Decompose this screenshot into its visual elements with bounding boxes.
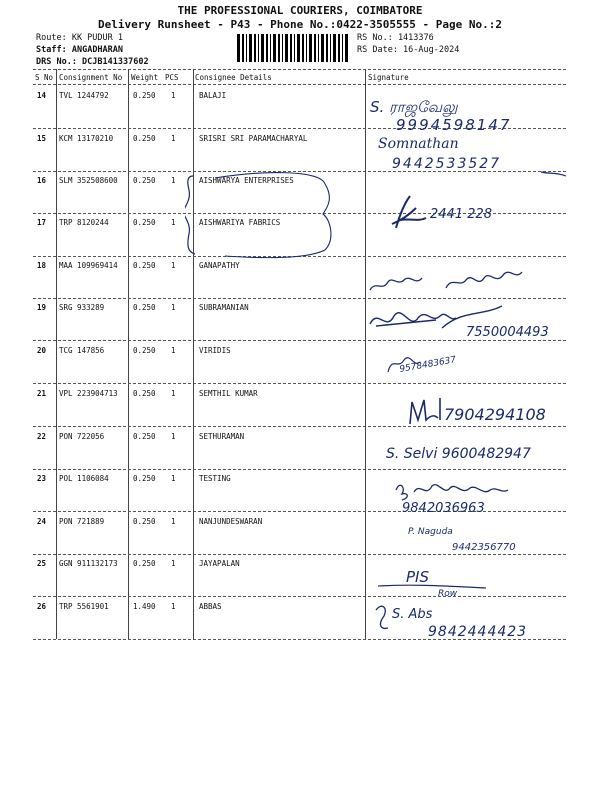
signature-row-21: [366, 390, 556, 426]
cell-pcs: 1: [171, 389, 176, 398]
cell-pcs: 1: [171, 517, 176, 526]
cell-sno: 26: [37, 602, 47, 611]
cell-weight: 0.250: [133, 389, 156, 398]
cell-consignment-no: SRG 933289: [59, 303, 105, 312]
barcode-bar: [314, 34, 316, 62]
col-header-pcs: PCS: [165, 73, 179, 82]
cell-pcs: 1: [171, 261, 176, 270]
cell-weight: 0.250: [133, 134, 156, 143]
barcode-graphic: [236, 34, 348, 62]
cell-pcs: 1: [171, 346, 176, 355]
cell-consignment-no: TRP 5561901: [59, 602, 109, 611]
cell-consignment-no: KCM 13170210: [59, 134, 114, 143]
barcode-bar: [290, 34, 292, 62]
cell-sno: 15: [37, 134, 47, 143]
cell-consignment-no: TVL 1244792: [59, 91, 109, 100]
barcode-bar: [330, 34, 331, 62]
handwriting-row-18: [366, 262, 556, 302]
barcode-bar: [258, 34, 259, 62]
barcode-bar: [282, 34, 283, 62]
signature-row-15: [366, 134, 556, 170]
cell-weight: 0.250: [133, 346, 156, 355]
barcode-bar: [318, 34, 319, 62]
cell-consignment-no: PON 721889: [59, 517, 105, 526]
cell-consignee: SRISRI SRI PARAMACHARYAL: [199, 134, 308, 143]
handwriting-row-16-17: [366, 190, 556, 240]
cell-pcs: 1: [171, 303, 176, 312]
cell-weight: 0.250: [133, 176, 156, 185]
cell-weight: 1.490: [133, 602, 156, 611]
cell-weight: 0.250: [133, 517, 156, 526]
cell-consignment-no: SLM 352508600: [59, 176, 118, 185]
barcode-bar: [306, 34, 307, 62]
barcode-bar: [297, 34, 300, 62]
staff-name: ANGADHARAN: [71, 45, 124, 55]
col-header-sno: S No: [35, 73, 54, 82]
cell-weight: 0.250: [133, 261, 156, 270]
handwritten-brace: [185, 170, 345, 260]
cell-consignee: SUBRAMANIAN: [199, 303, 249, 312]
signature-row-25: [366, 564, 556, 600]
barcode-bar: [254, 34, 256, 62]
cell-sno: 20: [37, 346, 47, 355]
handwriting-phone: 7550004493: [466, 325, 549, 340]
cell-sno: 21: [37, 389, 47, 398]
cell-pcs: 1: [171, 432, 176, 441]
barcode-bar: [246, 34, 247, 62]
barcode-bar: [242, 34, 244, 62]
signature-row-14: [366, 96, 556, 132]
col-header-signature: Signature: [368, 73, 409, 82]
barcode-bar: [278, 34, 280, 62]
rs-number: RS No.: 1413376: [357, 33, 434, 43]
handwriting-row-15: [366, 134, 566, 178]
staff-label: Staff:: [36, 45, 67, 55]
company-title: THE PROFESSIONAL COURIERS, COIMBATORE: [177, 4, 423, 17]
handwriting-row-14: [366, 96, 556, 136]
cell-weight: 0.250: [133, 474, 156, 483]
row-divider: [33, 383, 566, 384]
drs-number: DRS No.: DCJB141337602: [36, 57, 149, 67]
signature-row-20: [366, 342, 556, 378]
route-text: Route: KK PUDUR 1: [36, 33, 123, 43]
cell-consignee: GANAPATHY: [199, 261, 240, 270]
cell-pcs: 1: [171, 134, 176, 143]
handwriting-row-26: [366, 600, 556, 644]
handwriting-number: 2441 228: [430, 207, 493, 222]
barcode-bar: [249, 34, 252, 62]
handwriting-name: S. ராஜவேலு: [370, 98, 458, 116]
barcode-bar: [237, 34, 240, 62]
cell-pcs: 1: [171, 91, 176, 100]
signature-row-23: [366, 474, 556, 516]
cell-pcs: 1: [171, 218, 176, 227]
handwriting-row-20: [366, 342, 556, 382]
handwriting-phone: 7904294108: [444, 405, 546, 424]
barcode-bar: [294, 34, 295, 62]
cell-pcs: 1: [171, 559, 176, 568]
handwriting-phone: 9442356770: [452, 542, 516, 553]
cell-consignee: AISHWARIYA FABRICS: [199, 218, 281, 227]
handwriting-initials: PIS: [406, 568, 429, 586]
signature-row-18: [366, 262, 556, 298]
barcode-bar: [338, 34, 340, 62]
col-header-consignment: Consignment No: [59, 73, 123, 82]
cell-weight: 0.250: [133, 218, 156, 227]
cell-consignment-no: PON 722056: [59, 432, 105, 441]
barcode-bar: [273, 34, 276, 62]
handwriting-phone: 9842444423: [428, 624, 528, 640]
cell-sno: 24: [37, 517, 47, 526]
handwriting-name-phone: S. Selvi 9600482947: [386, 446, 531, 462]
rs-date: RS Date: 16-Aug-2024: [357, 45, 460, 55]
signature-row-16-17: [366, 190, 556, 226]
cell-weight: 0.250: [133, 432, 156, 441]
signature-row-22: [366, 436, 556, 472]
handwriting-phone: 9442533527: [392, 156, 502, 172]
handwriting-row-21: [366, 390, 556, 434]
cell-consignee: NANJUNDESWARAN: [199, 517, 263, 526]
header-bottom-border: [33, 84, 566, 85]
document-title: [0, 4, 600, 32]
handwriting-note: Row: [438, 589, 458, 599]
handwriting-row-24: [366, 520, 556, 560]
cell-consignee: JAYAPALAN: [199, 559, 240, 568]
cell-consignee: SEMTHIL KUMAR: [199, 389, 258, 398]
cell-sno: 16: [37, 176, 47, 185]
cell-consignee: TESTING: [199, 474, 231, 483]
cell-consignee: AISHWARYA ENTERPRISES: [199, 176, 294, 185]
handwriting-phone: 9578483637: [398, 355, 457, 375]
cell-sno: 22: [37, 432, 47, 441]
signature-row-19: [366, 300, 556, 340]
cell-weight: 0.250: [133, 303, 156, 312]
cell-sno: 23: [37, 474, 47, 483]
cell-sno: 17: [37, 218, 47, 227]
cell-consignment-no: GGN 911132173: [59, 559, 118, 568]
col-header-weight: Weight: [131, 73, 159, 82]
table-top-border: [33, 69, 566, 70]
barcode-bar: [333, 34, 336, 62]
cell-sno: 18: [37, 261, 47, 270]
handwriting-phone: 9842036963: [402, 501, 485, 516]
cell-sno: 14: [37, 91, 47, 100]
cell-consignment-no: TRP 8120244: [59, 218, 109, 227]
cell-pcs: 1: [171, 474, 176, 483]
cell-weight: 0.250: [133, 559, 156, 568]
header-left: [36, 32, 149, 68]
handwriting-name: S. Abs: [392, 607, 433, 622]
cell-weight: 0.250: [133, 91, 156, 100]
cell-consignee: BALAJI: [199, 91, 227, 100]
barcode-bar: [342, 34, 343, 62]
cell-consignee: SETHURAMAN: [199, 432, 245, 441]
cell-sno: 19: [37, 303, 47, 312]
cell-sno: 25: [37, 559, 47, 568]
cell-consignment-no: POL 1106084: [59, 474, 109, 483]
handwriting-phone: 9994598147: [396, 116, 512, 134]
barcode-bar: [261, 34, 264, 62]
signature-row-24: [366, 520, 556, 556]
barcode-bar: [326, 34, 328, 62]
barcode-bar: [266, 34, 268, 62]
handwriting-row-22: [366, 436, 566, 472]
cell-consignment-no: TCG 147856: [59, 346, 105, 355]
barcode-bar: [270, 34, 271, 62]
cell-consignee: ABBAS: [199, 602, 222, 611]
header-right: [357, 32, 459, 56]
col-header-consignee: Consignee Details: [195, 73, 272, 82]
cell-consignment-no: VPL 223904713: [59, 389, 118, 398]
handwriting-row-23: [366, 474, 556, 518]
barcode-bar: [321, 34, 324, 62]
handwriting-row-25: [366, 564, 556, 604]
signature-row-26: [366, 600, 556, 640]
handwriting-name: P. Naguda: [408, 527, 453, 537]
barcode-bar: [302, 34, 304, 62]
handwriting-name: Somnathan: [378, 136, 459, 152]
barcode-bar: [285, 34, 288, 62]
cell-consignee: VIRIDIS: [199, 346, 231, 355]
staff-line: [36, 44, 149, 56]
cell-consignment-no: MAA 109969414: [59, 261, 118, 270]
runsheet-subtitle: Delivery Runsheet - P43 - Phone No.:0422-3505555 - Page No.:2: [98, 18, 502, 31]
barcode-bar: [309, 34, 312, 62]
cell-pcs: 1: [171, 176, 176, 185]
barcode: [236, 34, 348, 62]
cell-pcs: 1: [171, 602, 176, 611]
barcode-bar: [345, 34, 348, 62]
handwriting-row-19: [366, 300, 556, 344]
